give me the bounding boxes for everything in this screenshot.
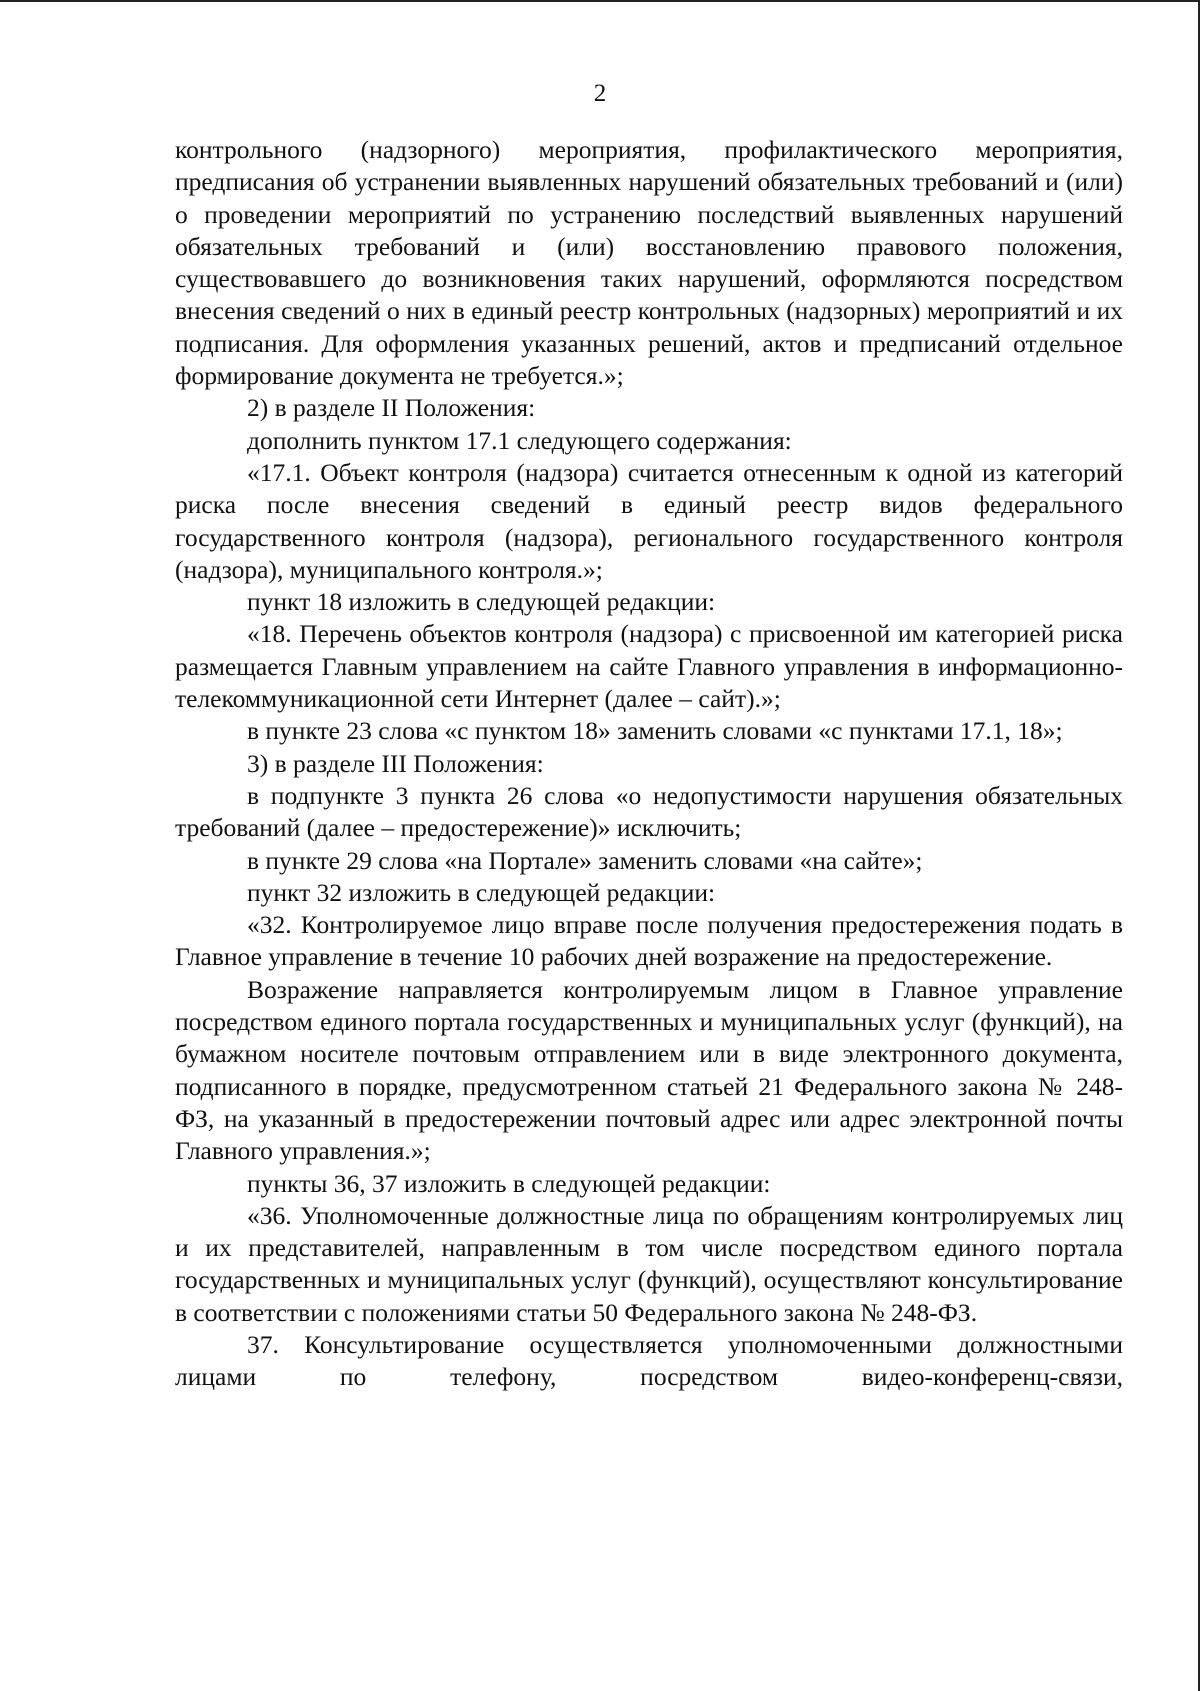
paragraph-items-36-37-intro: пункты 36, 37 изложить в следующей редакции: [247, 1168, 771, 1198]
paragraph-item-36: «36. Уполномоченные должностные лица по обращениям контролируемых лиц и их представителей, направленным в том числе посредством единого портала государственных и муниципальных услуг (функций), осуществляют консультирование в соответствии с положениями статьи 50 Федерального закона № 248-ФЗ. [175, 1200, 1123, 1327]
paragraph-item-18-intro: пункт 18 изложить в следующей редакции: [247, 587, 716, 617]
paragraph-item-32-intro: пункт 32 изложить в следующей редакции: [247, 877, 716, 907]
paragraph-item-26: в подпункте 3 пункта 26 слова «о недопустимости нарушения обязательных требований (далее – предостережение)» исключить; [175, 780, 1123, 843]
paragraph-objection: Возражение направляется контролируемым лицом в Главное управление посредством единого портала государственных и муниципальных услуг (функций), на бумажном носителе почтовым отправлением или в виде электронного документа, подписанного в порядке, предусмотренном статьей 21 Федерального закона № 248-ФЗ, на указанный в предостережении почтовый адрес или адрес электронной почты Главного управления.»; [175, 974, 1123, 1166]
document-body [175, 134, 1123, 1394]
paragraph-item-18: «18. Перечень объектов контроля (надзора) с присвоенной им категорией риска размещается Главным управлением на сайте Главного управления в информационно-телекоммуникационной сети Интернет (далее – сайт).»; [175, 619, 1123, 714]
paragraph-item-32: «32. Контролируемое лицо вправе после получения предостережения подать в Главное управление в течение 10 рабочих дней возражение на предостережение. [175, 910, 1123, 972]
paragraph-item-17-1: «17.1. Объект контроля (надзора) считается отнесенным к одной из категорий риска после внесения сведений в единый реестр видов федерального государственного контроля (надзора), регионального государственного контроля (надзора), муниципального контроля.»; [175, 457, 1123, 584]
paragraph-item-37: 37. Консультирование осуществляется уполномоченными должностными лицами по телефону, посредством видео-конференц-связи, [175, 1329, 1123, 1392]
paragraph-continuation: контрольного (надзорного) мероприятия, профилактического мероприятия, предписания об устранении выявленных нарушений обязательных требований и (или) о проведении мероприятий по устранению последствий выявленных нарушений обязательных требований и (или) восстановлению правового положения, существовавшего до возникновения таких нарушений, оформляются посредством внесения сведений о них в единый реестр контрольных (надзорных) мероприятий и их подписания. Для оформления указанных решений, актов и предписаний отдельное формирование документа не требуется.»; [175, 135, 1123, 391]
paragraph-section-3: 3) в разделе III Положения: [247, 748, 544, 778]
paragraph-add-17-1: дополнить пунктом 17.1 следующего содержания: [247, 425, 792, 455]
paragraph-item-23: в пункте 23 слова «с пунктом 18» заменить словами «с пунктами 17.1, 18»; [247, 716, 1063, 746]
paragraph-item-29: в пункте 29 слова «на Портале» заменить словами «на сайте»; [247, 845, 923, 875]
page-number: 2 [593, 80, 607, 107]
paragraph-section-2: 2) в разделе II Положения: [247, 393, 536, 423]
